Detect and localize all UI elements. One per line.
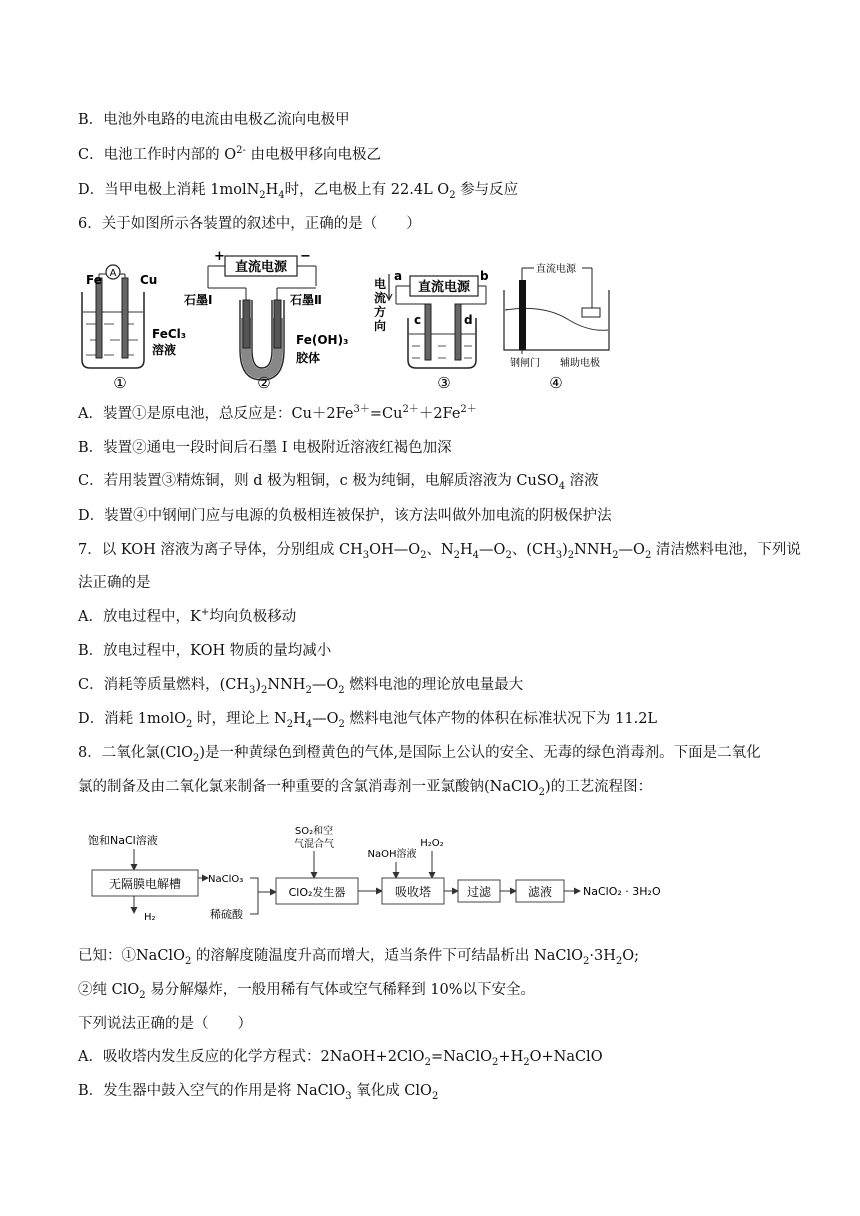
so2-air-label-2: 气混合气 xyxy=(294,839,334,850)
electrolysis-cell-box: 无隔膜电解槽 xyxy=(108,877,182,891)
steel-gate-label: 钢闸门 xyxy=(510,358,540,369)
q8-option-b xyxy=(78,1081,438,1101)
solution-label: 溶液 xyxy=(152,343,177,357)
text: C．若用装置③精炼铜，则 d 极为粗铜，c 极为纯铜，电解质溶液为 CuSO xyxy=(78,473,559,489)
text: 时，乙电极上有 22.4L O xyxy=(284,182,450,198)
text: —O xyxy=(479,542,506,558)
superscript: 2＋ xyxy=(402,404,419,416)
text: 已知：①NaClO xyxy=(78,948,185,964)
subscript: 3 xyxy=(555,549,563,561)
subscript: 2 xyxy=(139,989,146,1001)
subscript: 2 xyxy=(523,1056,530,1068)
q8-process-flowchart xyxy=(86,820,696,928)
q5-option-b-text: B．电池外电路的电流由电极乙流向电极甲 xyxy=(78,112,350,128)
dc-power-label-3: 直流电源 xyxy=(417,280,471,295)
text: ②纯 ClO xyxy=(78,982,140,998)
q6-option-d xyxy=(78,506,612,526)
q7-option-b xyxy=(78,641,331,661)
brine-label: 饱和NaCl溶液 xyxy=(88,834,158,847)
h2o2-label: H₂O₂ xyxy=(420,838,444,849)
subscript: 3 xyxy=(249,684,256,696)
so2-air-label-1: SO₂和空 xyxy=(294,826,334,837)
text: 时，理论上 N xyxy=(192,711,287,727)
text: 参与反应 xyxy=(455,182,519,198)
device-4-cathodic-protection xyxy=(504,262,609,392)
q7-stem-line-2 xyxy=(78,573,151,593)
fecl3-label: FeCl₃ xyxy=(152,327,187,341)
subscript: 2 xyxy=(305,684,312,696)
q8-option-a xyxy=(78,1047,603,1067)
terminal-a-label: a xyxy=(394,269,403,283)
direction-char: 向 xyxy=(374,319,387,333)
subscript: 2 xyxy=(286,718,294,730)
text: NNH xyxy=(574,542,613,558)
text: O+NaClO xyxy=(529,1049,603,1065)
naoh-label: NaOH溶液 xyxy=(367,849,417,860)
ammeter-label: A xyxy=(109,268,117,279)
q6-stem-text: 6．关于如图所示各装置的叙述中，正确的是（ ） xyxy=(78,216,421,232)
subscript: 2 xyxy=(615,955,623,967)
subscript: 2 xyxy=(193,752,200,764)
q6-apparatus-figure xyxy=(74,240,614,396)
q8-stem-line-1 xyxy=(78,743,761,763)
auxiliary-electrode-label: 辅助电极 xyxy=(560,358,600,369)
text: O; xyxy=(622,948,640,964)
subscript: 2 xyxy=(431,1090,439,1102)
text: 、N xyxy=(426,542,454,558)
text: ) xyxy=(255,677,262,693)
filtrate-box: 滤液 xyxy=(527,885,553,899)
subscript: 2 xyxy=(424,1056,431,1068)
direction-char: 电 xyxy=(374,277,387,291)
subscript: 2 xyxy=(612,549,619,561)
text: B．发生器中鼓入空气的作用是将 NaClO xyxy=(78,1083,346,1099)
subscript: 2 xyxy=(505,549,512,561)
q7-stem-line-1 xyxy=(78,540,801,560)
q8-known-1 xyxy=(78,946,639,966)
text: NNH xyxy=(267,677,306,693)
graphite-2-label: 石墨Ⅱ xyxy=(290,293,322,307)
text: 氯的制备及由二氧化氯来制备一种重要的含氯消毒剂一亚氯酸钠(NaClO xyxy=(78,779,539,795)
feoh3-label: Fe(OH)₃ xyxy=(296,333,349,347)
subscript: 2 xyxy=(184,955,192,967)
fe-electrode-label: Fe xyxy=(86,273,102,287)
superscript: 3＋ xyxy=(353,404,370,416)
subscript: 4 xyxy=(472,549,480,561)
dilute-sulfuric-acid-label: 稀硫酸 xyxy=(210,908,243,921)
electrode-c-label: c xyxy=(414,313,422,327)
subscript: 2 xyxy=(583,955,590,967)
superscript: 2＋ xyxy=(460,404,477,416)
text: A．装置①是原电池，总反应是：Cu＋2Fe xyxy=(78,406,354,422)
subscript: 2 xyxy=(259,189,266,201)
text: H xyxy=(265,182,279,198)
text: 燃料电池气体产物的体积在标准状况下为 11.2L xyxy=(344,711,658,727)
q6-option-c xyxy=(78,471,599,491)
device-number-2: ② xyxy=(257,374,271,392)
subscript: 4 xyxy=(558,480,566,492)
text: —O xyxy=(311,677,339,693)
subscript: 2 xyxy=(453,549,461,561)
text: A．放电过程中，K xyxy=(78,609,201,625)
device-number-3: ③ xyxy=(437,374,451,392)
dc-power-label-4: 直流电源 xyxy=(536,264,576,275)
q7-option-d xyxy=(78,709,657,729)
text: )是一种黄绿色到橙黄色的气体,是国际上公认的安全、无毒的绿色消毒剂。下面是二氧化 xyxy=(199,745,761,761)
negative-terminal-label: − xyxy=(300,249,311,264)
text: =NaClO xyxy=(430,1049,493,1065)
device-1-galvanic-cell xyxy=(82,265,186,392)
text: H xyxy=(293,711,306,727)
graphite-1-label: 石墨Ⅰ xyxy=(184,293,213,307)
subscript: 2 xyxy=(567,549,575,561)
direction-char: 流 xyxy=(374,291,387,305)
electrode-d-label: d xyxy=(464,313,473,327)
text: D．装置④中钢闸门应与电源的负极相连被保护，该方法叫做外加电流的阴极保护法 xyxy=(78,508,612,524)
text: D．当甲电极上消耗 1molN xyxy=(78,182,260,198)
subscript: 2 xyxy=(449,189,456,201)
text: 下列说法正确的是（ ） xyxy=(78,1016,252,1032)
text: 均向负极移动 xyxy=(209,609,297,625)
colloid-label: 胶体 xyxy=(296,351,321,365)
subscript: 2 xyxy=(261,684,268,696)
text: 、(CH xyxy=(511,542,556,558)
text: ) xyxy=(562,542,568,558)
q8-known-2 xyxy=(78,980,535,1000)
text: B．装置②通电一段时间后石墨 I 电极附近溶液红褐色加深 xyxy=(78,440,452,456)
superscript: 2- xyxy=(236,145,246,157)
q7-option-a xyxy=(78,607,296,627)
text: —O xyxy=(618,542,645,558)
subscript: 2 xyxy=(538,786,545,798)
product-label: NaClO₂ · 3H₂O xyxy=(583,885,661,898)
q6-option-a xyxy=(78,404,477,424)
q8-ask xyxy=(78,1014,252,1034)
text: H xyxy=(460,542,473,558)
q7-option-c xyxy=(78,675,523,695)
positive-terminal-label: + xyxy=(214,249,225,264)
q8-stem-line-2 xyxy=(78,777,652,797)
direction-char: 方 xyxy=(374,305,387,319)
text: 氧化成 ClO xyxy=(351,1083,432,1099)
dc-power-label: 直流电源 xyxy=(234,260,288,275)
subscript: 2 xyxy=(420,549,427,561)
q5-option-b xyxy=(78,110,350,130)
absorption-tower-box: 吸收塔 xyxy=(394,885,432,899)
device-2-u-tube xyxy=(184,249,348,392)
subscript: 4 xyxy=(278,189,285,201)
text: 清洁燃料电池，下列说 xyxy=(651,542,801,558)
text: C．消耗等质量燃料，(CH xyxy=(78,677,249,693)
superscript: + xyxy=(200,607,210,619)
text: ·3H xyxy=(589,948,616,964)
q6-option-b xyxy=(78,438,452,458)
text: 法正确的是 xyxy=(78,575,151,591)
text: ＋2Fe xyxy=(418,406,461,422)
text: 的溶解度随温度升高而增大，适当条件下可结晶析出 NaClO xyxy=(191,948,583,964)
subscript: 2 xyxy=(185,718,193,730)
filtration-box: 过滤 xyxy=(466,885,492,899)
q5-option-c-text-2: 由电极甲移向电极乙 xyxy=(245,147,381,163)
text: )的工艺流程图： xyxy=(544,779,653,795)
text: =Cu xyxy=(369,406,403,422)
h2-label: H₂ xyxy=(144,912,156,923)
q5-option-c xyxy=(78,145,381,165)
text: 燃料电池的理论放电量最大 xyxy=(344,677,524,693)
q5-option-d xyxy=(78,180,518,200)
text: —O xyxy=(312,711,339,727)
subscript: 2 xyxy=(644,549,652,561)
subscript: 2 xyxy=(338,684,345,696)
cu-electrode-label: Cu xyxy=(140,273,158,287)
subscript: 4 xyxy=(305,718,313,730)
subscript: 2 xyxy=(492,1056,499,1068)
text: A．吸收塔内发生反应的化学方程式：2NaOH+2ClO xyxy=(78,1049,425,1065)
device-number-1: ① xyxy=(113,374,127,392)
text: 7．以 KOH 溶液为离子导体，分别组成 CH xyxy=(78,542,363,558)
naclo3-label: NaClO₃ xyxy=(208,874,244,885)
text: 溶液 xyxy=(565,473,599,489)
device-number-4: ④ xyxy=(549,374,563,392)
text: D．消耗 1molO xyxy=(78,711,186,727)
text: OH—O xyxy=(369,542,421,558)
text: 8．二氧化氯(ClO xyxy=(78,745,194,761)
current-direction-label xyxy=(374,276,386,333)
text: B．放电过程中，KOH 物质的量均减小 xyxy=(78,643,332,659)
subscript: 2 xyxy=(338,718,345,730)
clo2-generator-box: ClO₂发生器 xyxy=(288,886,346,899)
terminal-b-label: b xyxy=(480,269,489,283)
text: 易分解爆炸，一般用稀有气体或空气稀释到 10%以下安全。 xyxy=(145,982,536,998)
subscript: 3 xyxy=(362,549,370,561)
q5-option-c-text: C．电池工作时内部的 O xyxy=(78,147,237,163)
device-3-electrolysis xyxy=(374,269,489,392)
q6-stem xyxy=(78,214,421,234)
subscript: 3 xyxy=(345,1090,352,1102)
text: +H xyxy=(498,1049,524,1065)
